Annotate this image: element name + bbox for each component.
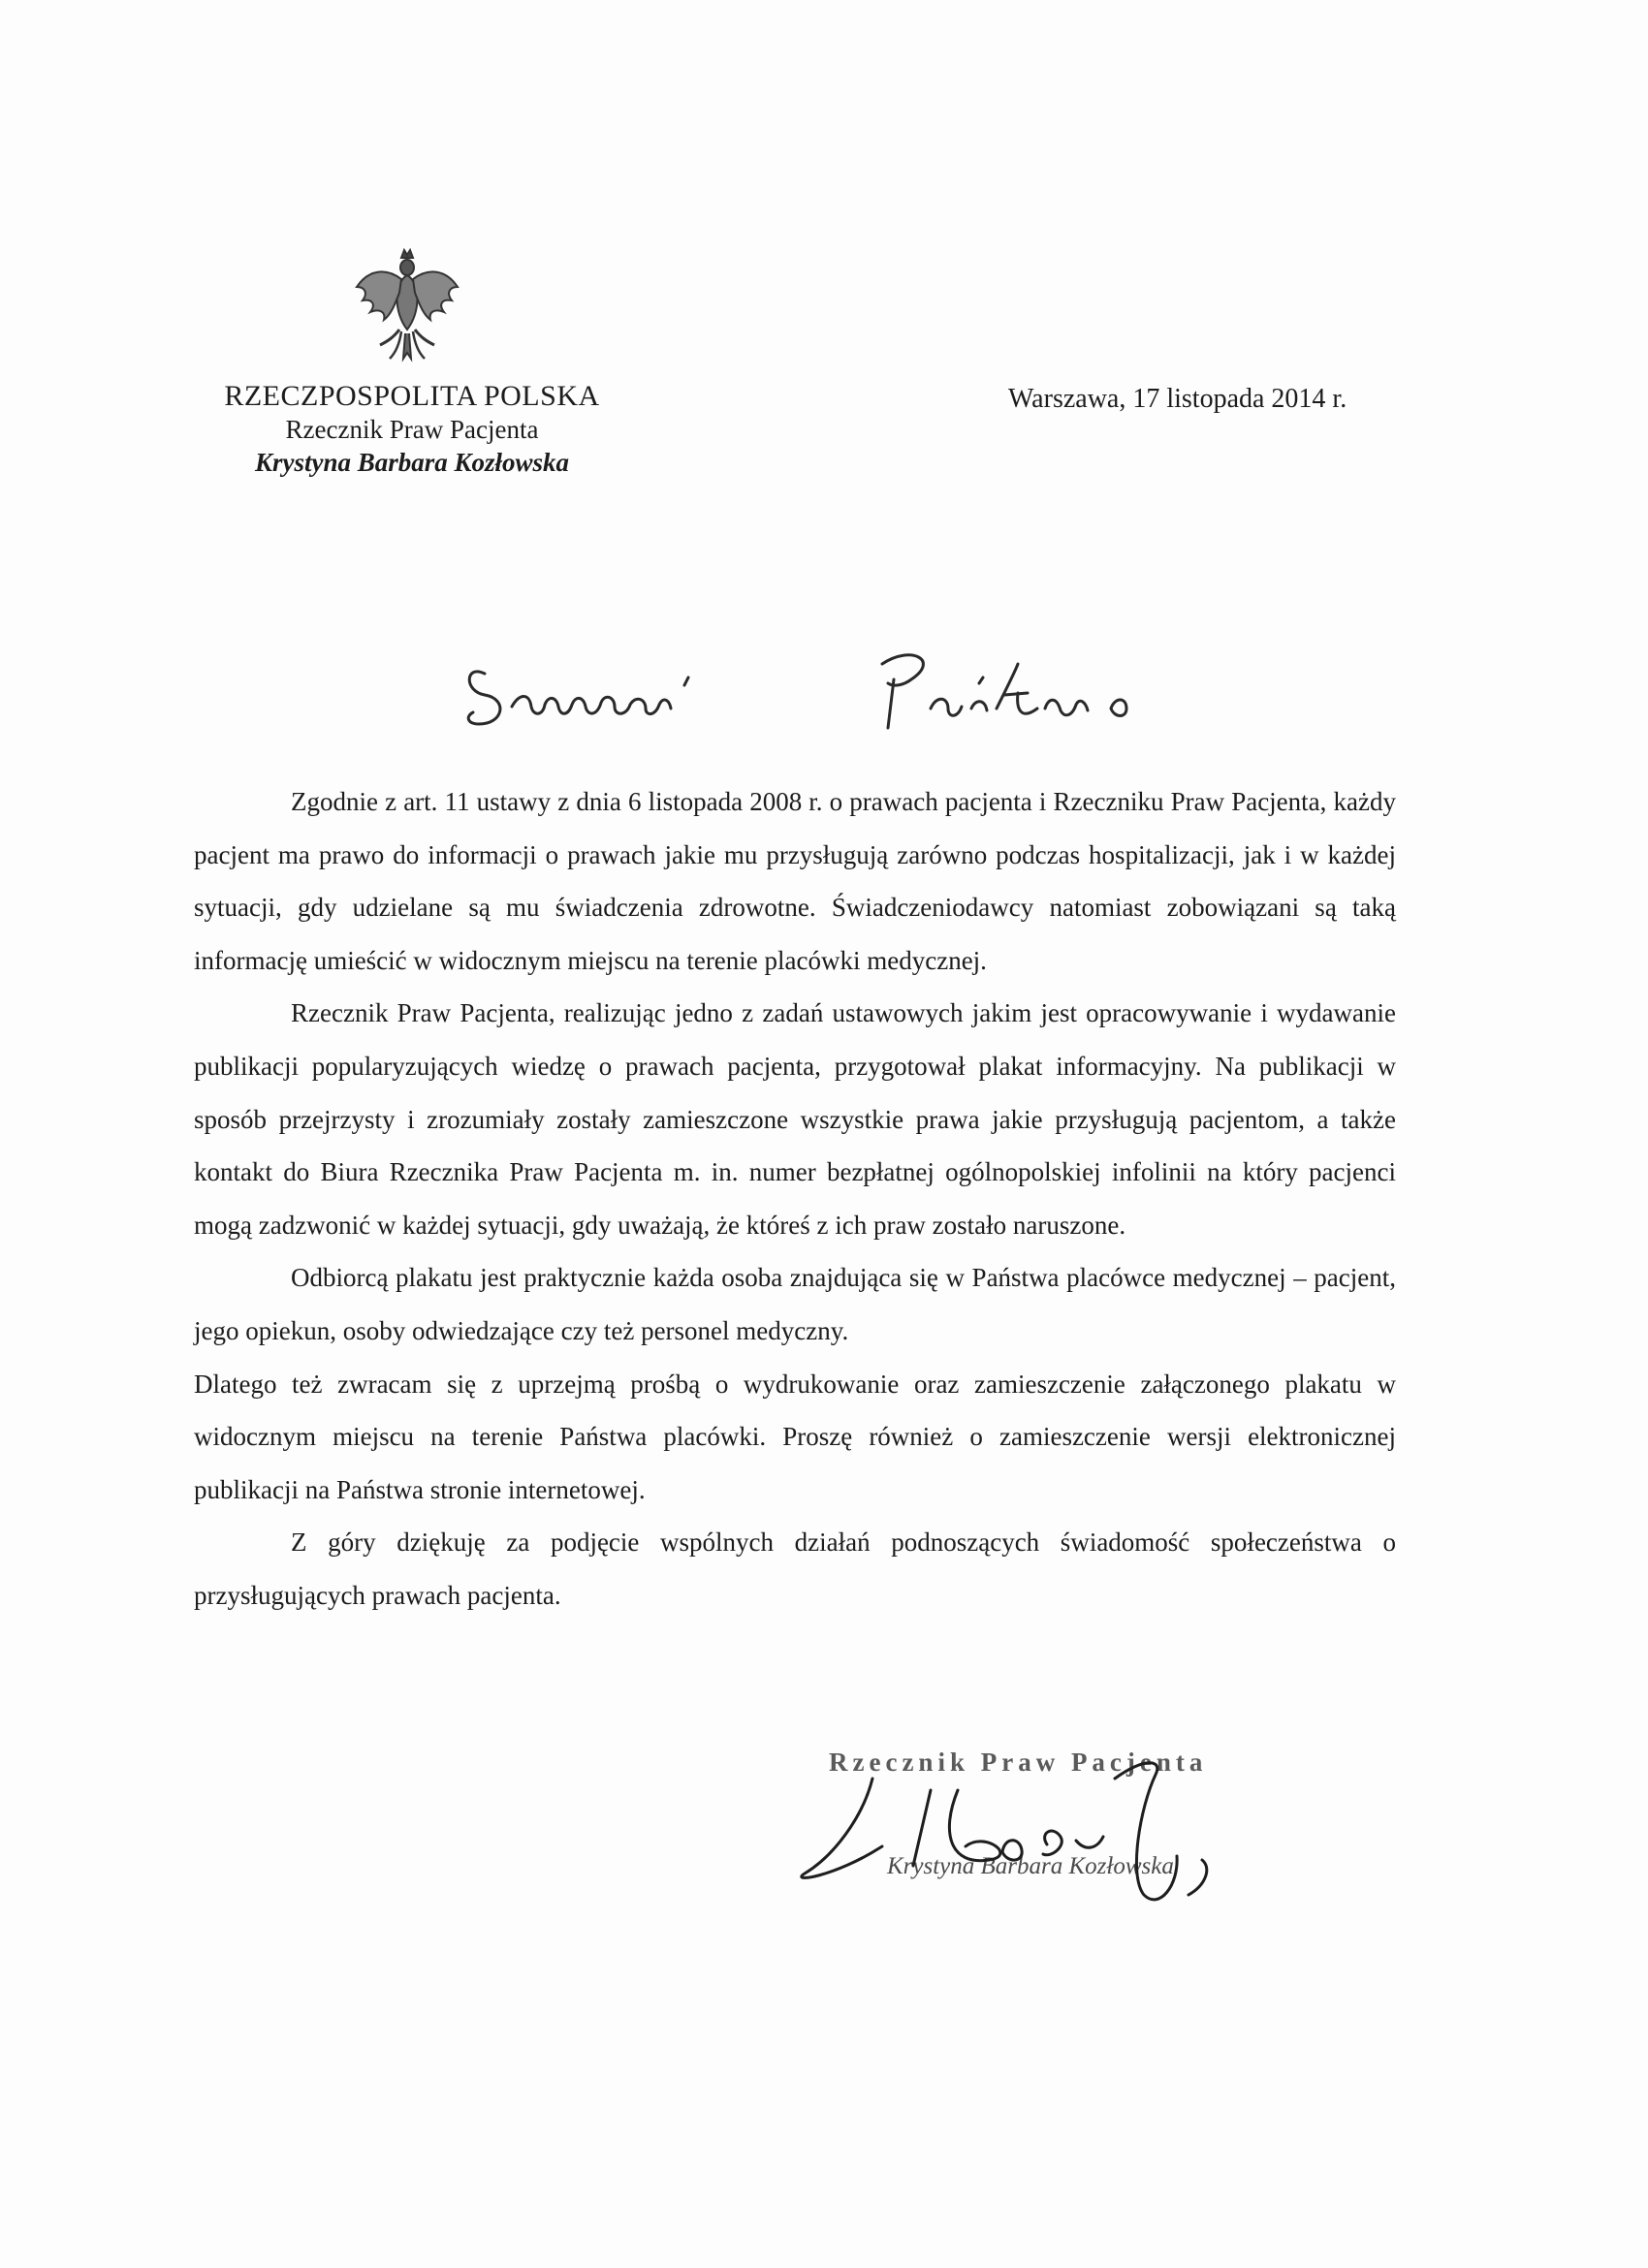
paragraph-3: Odbiorcą plakatu jest praktycznie każda osoba znajdująca się w Państwa placówce medycznej – pacjent, jego opiekun, osoby odwiedzające czy też personel medyczny. [194,1263,1396,1345]
handwritten-salutation [456,635,1231,741]
country-name: RZECZPOSPOLITA POLSKA [224,380,600,412]
salutation-text: Szanowni Państwo [456,739,471,740]
official-name: Krystyna Barbara Kozłowska [254,448,570,477]
paragraph-4: Dlatego też zwracam się z uprzejmą prośbą o wydrukowanie oraz zamieszczenie załączonego plakatu w widocznym miejscu na terenie Państwa placówki. Proszę również o zamieszczenie wersji elektronicznej publikacji na Państwa stronie internetowej. [194,1369,1396,1504]
stamp-title: Rzecznik Praw Pacjenta [829,1748,1208,1777]
letter-date: Warszawa, 17 listopada 2014 r. [1008,384,1347,414]
polish-eagle-emblem-icon [351,244,463,364]
office-name: Rzecznik Praw Pacjenta [285,415,539,444]
stamp-name: Krystyna Barbara Kozłowska [887,1853,1174,1879]
sender-block [194,380,630,479]
paragraph-5: Z góry dziękuję za podjęcie wspólnych działań podnoszących świadomość społeczeństwa o przysługujących prawach pacjenta. [194,1528,1396,1610]
handwritten-signature-icon [795,1740,1241,1924]
paragraph-1: Zgodnie z art. 11 ustawy z dnia 6 listopada 2008 r. o prawach pacjenta i Rzeczniku Praw Pacjenta, każdy pacjent ma prawo do informacji o prawach jakie mu przysługują zarówno podczas hospitalizacji, jak i w każdej sytuacji, gdy udzielane są mu świadczenia zdrowotne. Świadczeniodawcy natomiast zobowiązani są taką informację umieścić w widocznym miejscu na terenie placówki medycznej. [194,787,1396,975]
letter-body [194,775,1396,1622]
paragraph-2: Rzecznik Praw Pacjenta, realizując jedno z zadań ustawowych jakim jest opracowywanie i wydawanie publikacji popularyzujących wiedzę o prawach pacjenta, przygotował plakat informacyjny. Na publikacji w sposób przejrzysty i zrozumiały zostały zamieszczone wszystkie prawa jakie przysługują pacjentom, a także kontakt do Biura Rzecznika Praw Pacjenta m. in. numer bezpłatnej ogólnopolskiej infolinii na który pacjenci mogą zadzwonić w każdej sytuacji, gdy uważają, że któreś z ich praw zostało naruszone. [194,998,1396,1240]
